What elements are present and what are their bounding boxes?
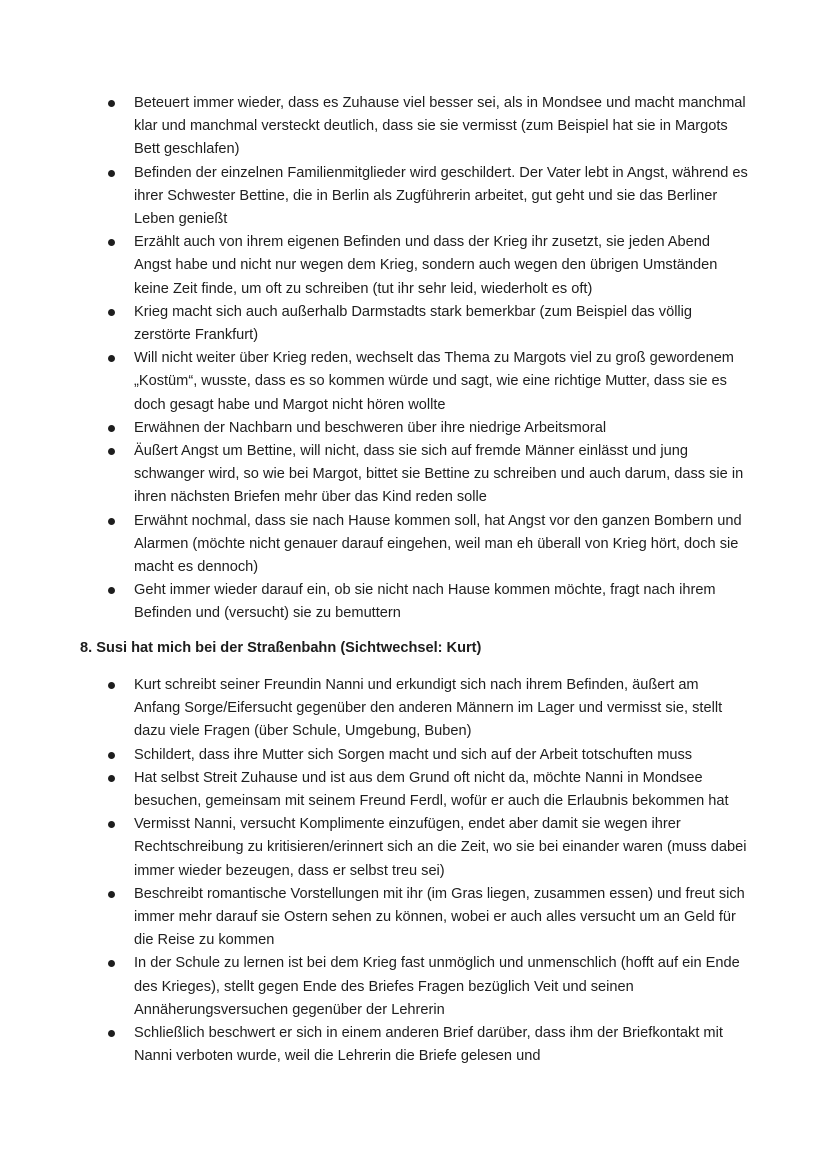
list-item bbox=[108, 952, 748, 1022]
list-item bbox=[108, 417, 748, 440]
section-heading: 8. Susi hat mich bei der Straßenbahn (Sichtwechsel: Kurt) bbox=[80, 640, 482, 656]
list-item bbox=[108, 883, 748, 953]
list-item bbox=[108, 301, 748, 347]
list-item bbox=[108, 347, 748, 417]
bullet-icon bbox=[108, 309, 115, 316]
list-item bbox=[108, 440, 748, 510]
list-item bbox=[108, 162, 748, 232]
bullet-list-mother-letter bbox=[108, 92, 748, 626]
list-item bbox=[108, 92, 748, 162]
list-item-text: Hat selbst Streit Zuhause und ist aus dem Grund oft nicht da, möchte Nanni in Mondsee besuchen, gemeinsam mit seinem Freund Ferdl, wofür er auch die Erlaubnis bekommen hat bbox=[134, 769, 729, 810]
list-item-text: Erwähnen der Nachbarn und beschweren über ihre niedrige Arbeitsmoral bbox=[134, 419, 607, 436]
list-item bbox=[108, 674, 748, 744]
list-item-text: Kurt schreibt seiner Freundin Nanni und erkundigt sich nach ihrem Befinden, äußert am Anfang Sorge/Eifersucht gegenüber den anderen Männern im Lager und vermisst sie, stellt dazu viele Fragen (über Schule, Umgebung, Buben) bbox=[134, 677, 723, 740]
list-item-text: Schildert, dass ihre Mutter sich Sorgen macht und sich auf der Arbeit totschuften muss bbox=[134, 746, 693, 763]
list-item bbox=[108, 813, 748, 883]
list-item bbox=[108, 579, 748, 625]
list-item-text: Erzählt auch von ihrem eigenen Befinden und dass der Krieg ihr zusetzt, sie jeden Abend Angst habe und nicht nur wegen dem Krieg, sondern auch wegen den übrigen Umständen keine Zeit finde, um oft zu schreiben (tut ihr sehr leid, wiederholt es oft) bbox=[134, 234, 718, 297]
bullet-icon bbox=[108, 448, 115, 455]
list-item-text: Befinden der einzelnen Familienmitglieder wird geschildert. Der Vater lebt in Angst, während es ihrer Schwester Bettine, die in Berlin als Zugführerin arbeitet, gut geht und sie das Berliner Leben genießt bbox=[134, 164, 748, 228]
bullet-list-kurt-letter bbox=[108, 674, 748, 1068]
list-item-text: Krieg macht sich auch außerhalb Darmstadts stark bemerkbar (zum Beispiel das völlig zerstörte Frankfurt) bbox=[134, 303, 693, 344]
list-item bbox=[108, 1022, 748, 1068]
bullet-icon bbox=[108, 1030, 115, 1037]
list-item-text: Beteuert immer wieder, dass es Zuhause viel besser sei, als in Mondsee und macht manchmal klar und manchmal versteckt deutlich, dass sie sie vermisst (zum Beispiel hat sie in Margots Bett geschlafen) bbox=[134, 95, 746, 158]
list-item-text: Beschreibt romantische Vorstellungen mit ihr (im Gras liegen, zusammen essen) und freut sich immer mehr darauf sie Ostern sehen zu können, wobei er auch alles versucht um an Geld für die Reise zu kommen bbox=[134, 885, 745, 949]
bullet-icon bbox=[108, 775, 115, 782]
bullet-icon bbox=[108, 682, 115, 689]
list-item-text: Will nicht weiter über Krieg reden, wechselt das Thema zu Margots viel zu groß gewordenem „Kostüm“, wusste, dass es so kommen würde und sagt, wie eine richtige Mutter, dass sie es doch gesagt habe und Margot nicht hören wollte bbox=[134, 350, 734, 413]
bullet-icon bbox=[108, 891, 115, 898]
list-item bbox=[108, 744, 748, 767]
bullet-icon bbox=[108, 752, 115, 759]
list-item-text: Geht immer wieder darauf ein, ob sie nicht nach Hause kommen möchte, fragt nach ihrem Befinden und (versucht) sie zu bemuttern bbox=[134, 582, 716, 622]
list-item bbox=[108, 510, 748, 580]
bullet-icon bbox=[108, 100, 115, 107]
bullet-icon bbox=[108, 518, 115, 525]
list-item-text: Äußert Angst um Bettine, will nicht, dass sie sich auf fremde Männer einlässt und jung schwanger wird, so wie bei Margot, bittet sie Bettine zu schreiben und auch darum, dass sie in ihren nächsten Briefen mehr über das Kind reden solle bbox=[134, 443, 744, 506]
bullet-icon bbox=[108, 170, 115, 177]
list-item-text: Vermisst Nanni, versucht Komplimente einzufügen, endet aber damit sie wegen ihrer Rechtschreibung zu kritisieren/erinnert sich an die Zeit, wo sie bei einander waren (muss dabei immer wieder bezeugen, dass er selbst treu sei) bbox=[134, 816, 747, 879]
list-item bbox=[108, 767, 748, 813]
list-item-text: In der Schule zu lernen ist bei dem Krieg fast unmöglich und unmenschlich (hofft auf ein Ende des Krieges), stellt gegen Ende des Briefes Fragen bezüglich Veit und seinen Annäherungsversuchen gegenüber der Lehrerin bbox=[134, 955, 740, 1018]
list-item bbox=[108, 231, 748, 301]
bullet-icon bbox=[108, 425, 115, 432]
list-item-text: Schließlich beschwert er sich in einem anderen Brief darüber, dass ihm der Briefkontakt mit Nanni verboten wurde, weil die Lehrerin die Briefe gelesen und bbox=[134, 1025, 723, 1065]
list-item-text: Erwähnt nochmal, dass sie nach Hause kommen soll, hat Angst vor den ganzen Bombern und Alarmen (möchte nicht genauer darauf eingehen, weil man eh überall von Krieg hört, doch sie macht es dennoch) bbox=[134, 512, 742, 576]
